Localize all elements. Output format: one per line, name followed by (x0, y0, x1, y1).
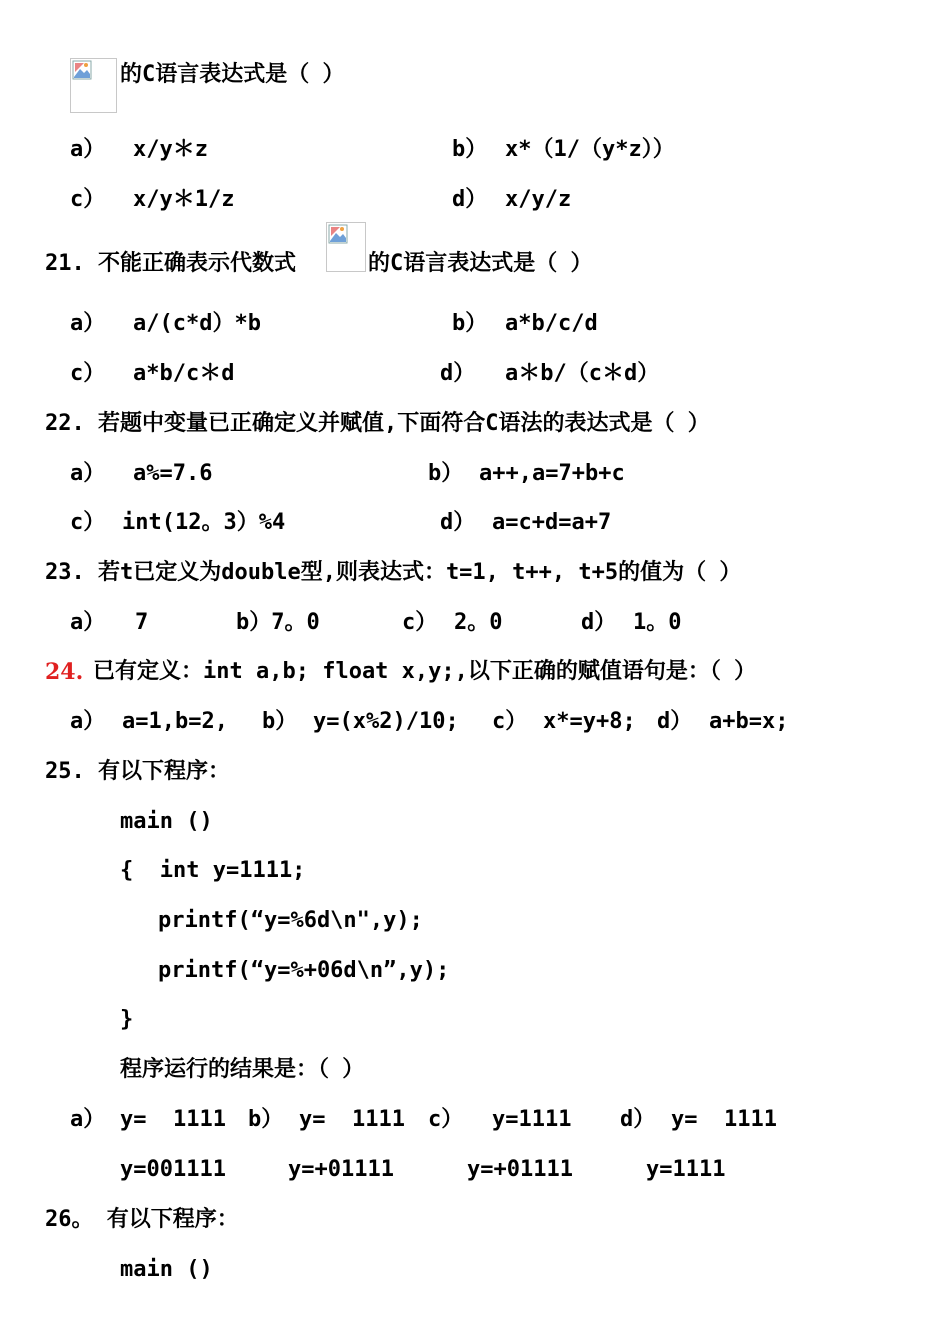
q21-option-c-text: a*b/c＊d (133, 361, 235, 386)
q25-option-c-line1: y=1111 (492, 1107, 572, 1132)
q21-option-b-label: b） (452, 311, 488, 336)
q25-option-d-line2: y=1111 (646, 1157, 726, 1182)
q24-option-d-text: a+b=x; (709, 709, 789, 734)
q22-option-a-text: a%=7.6 (133, 461, 213, 486)
q23-option-a-text: 7 (135, 610, 149, 635)
q21-option-b-text: a*b/c/d (505, 311, 598, 336)
broken-image-placeholder (70, 58, 117, 113)
q24-option-a-label: a） (70, 709, 106, 734)
q20-option-b-text: x*（1/（y*z）） (505, 137, 675, 162)
q23-option-d-label: d） (581, 610, 617, 635)
q23-option-d-text: 1。0 (633, 610, 682, 635)
q21-option-a-label: a） (70, 311, 106, 336)
q25-code-line: printf(“y=%+06d\n”,y); (158, 958, 450, 983)
q25-code-line: printf(“y=%6d\n",y); (158, 908, 423, 933)
q26-stem: 26。 有以下程序： (45, 1207, 239, 1232)
broken-image-placeholder (326, 222, 366, 272)
q25-code-line: } (120, 1007, 134, 1032)
q20-option-c-text: x/y＊1/z (133, 187, 235, 212)
q23-option-c-text: 2。0 (454, 610, 503, 635)
q25-option-a-line2: y=001111 (120, 1157, 226, 1182)
q25-code-line: main () (120, 809, 213, 834)
q22-stem: 22. 若题中变量已正确定义并赋值,下面符合C语法的表达式是（ ） (45, 411, 710, 436)
q20-option-d-text: x/y/z (505, 187, 572, 212)
q20-option-c-label: c） (70, 187, 106, 212)
q24-number: 24. (45, 659, 84, 685)
q20-option-b-label: b） (452, 137, 488, 162)
q25-option-d-line1: y= 1111 (671, 1107, 777, 1132)
q21-option-c-label: c） (70, 361, 106, 386)
q22-option-c-label: c） (70, 510, 106, 535)
q24-stem: 已有定义：int a,b; float x,y;,以下正确的赋值语句是：（ ） (93, 659, 757, 684)
q22-option-c-text: int(12。3）%4 (122, 510, 286, 535)
q20-option-a-label: a） (70, 137, 106, 162)
broken-image-icon (328, 224, 348, 244)
q20-option-a-text: x/y＊z (133, 137, 208, 162)
q22-option-b-text: a++,a=7+b+c (479, 461, 625, 486)
q25-code-line: { int y=1111; (120, 858, 306, 883)
q24-option-b-label: b） (262, 709, 298, 734)
q24-option-c-label: c） (492, 709, 528, 734)
q25-option-c-line2: y=+01111 (467, 1157, 573, 1182)
q25-option-b-label: b） (248, 1107, 284, 1132)
q26-code-line: main () (120, 1257, 213, 1282)
q21-option-d-text: a＊b/（c＊d） (505, 361, 660, 386)
q24-option-a-text: a=1,b=2, (122, 709, 228, 734)
q23-option-a-label: a） (70, 610, 106, 635)
q25-stem: 25. 有以下程序： (45, 759, 230, 784)
q24-option-d-label: d） (657, 709, 693, 734)
q22-option-d-text: a=c+d=a+7 (492, 510, 612, 535)
q20-option-d-label: d） (452, 187, 488, 212)
q25-result-prompt: 程序运行的结果是：（ ） (120, 1057, 365, 1082)
q22-option-a-label: a） (70, 461, 106, 486)
broken-image-icon (72, 60, 92, 80)
q25-option-a-line1: y= 1111 (120, 1107, 226, 1132)
q25-option-b-line1: y= 1111 (299, 1107, 405, 1132)
q24-option-c-text: x*=y+8; (543, 709, 636, 734)
q23-option-c-label: c） (402, 610, 438, 635)
q25-option-a-label: a） (70, 1107, 106, 1132)
q22-option-d-label: d） (440, 510, 476, 535)
q24-option-b-text: y=(x%2)/10; (313, 709, 459, 734)
q20-stem: 的C语言表达式是（ ） (120, 62, 345, 87)
q21-stem-post: 的C语言表达式是（ ） (368, 251, 593, 276)
q23-option-b-text: b）7。0 (236, 610, 320, 635)
q21-stem-pre: 21. 不能正确表示代数式 (45, 251, 296, 276)
q25-option-c-label: c） (428, 1107, 464, 1132)
q23-stem: 23. 若t已定义为double型,则表达式：t=1, t++, t+5的值为（ ） (45, 560, 742, 585)
q22-option-b-label: b） (428, 461, 464, 486)
q25-option-b-line2: y=+01111 (288, 1157, 394, 1182)
q21-option-d-label: d） (440, 361, 476, 386)
q25-option-d-label: d） (620, 1107, 656, 1132)
q21-option-a-text: a/(c*d）*b (133, 311, 261, 336)
